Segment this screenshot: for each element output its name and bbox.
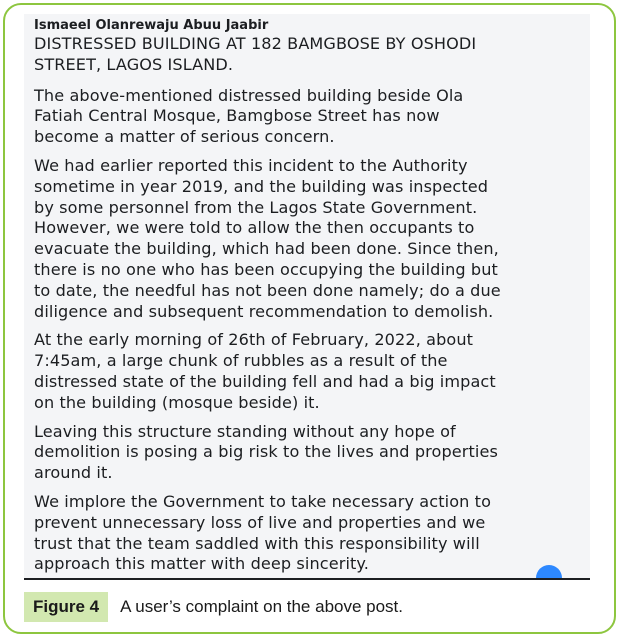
figure-divider: [24, 578, 590, 580]
comment-paragraph: We had earlier reported this incident to the Authority sometime in year 2019, and the building was inspected by some personnel from the Lagos State Government. However, we were told to allow the then occupants to evacuate the building, which had been done. Since then, there is no one who has been occupying the building but to date, the needful has not been done namely; do a due diligence and subsequent recommendation to demolish.: [34, 155, 501, 321]
figure-label: Figure 4: [24, 592, 108, 622]
comment-paragraph: At the early morning of 26th of February, 2022, about 7:45am, a large chunk of rubbles as a result of the distressed state of the building fell and had a big impact on the building (mosque beside) it.: [34, 330, 496, 412]
comment-body: [34, 18, 582, 579]
figure-caption: A user’s complaint on the above post.: [120, 597, 404, 616]
comment-author[interactable]: Ismaeel Olanrewaju Abuu Jaabir: [34, 18, 269, 33]
comment-paragraph: The above-mentioned distressed building beside Ola Fatiah Central Mosque, Bamgbose Street has now become a matter of serious concern.: [34, 85, 464, 147]
comment-paragraph: Leaving this structure standing without any hope of demolition is posing a big risk to the lives and properties around it.: [34, 421, 498, 483]
comment-paragraph: We implore the Government to take necessary action to prevent unnecessary loss of live and properties and we trust that the team saddled with this responsibility will approach this matter with deep sincerity.: [34, 491, 492, 574]
figure-caption-row: [24, 592, 403, 622]
comment-heading: DISTRESSED BUILDING AT 182 BAMGBOSE BY OSHODI STREET, LAGOS ISLAND.: [34, 34, 477, 74]
facebook-comment-screenshot: [24, 14, 590, 579]
